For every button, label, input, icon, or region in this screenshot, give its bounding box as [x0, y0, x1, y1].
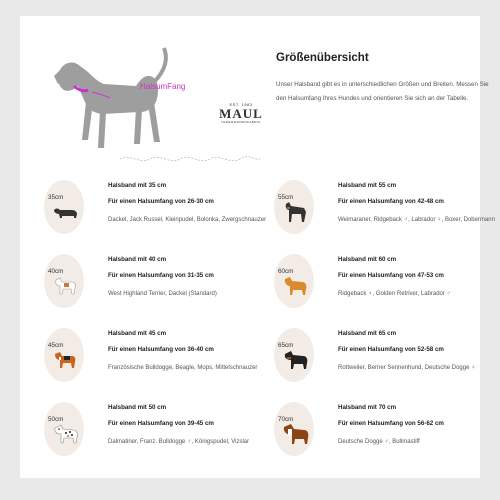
- size-title: Halsband mit 60 cm: [338, 256, 397, 263]
- neck-range: Für einen Halsumfang von 31-35 cm: [108, 272, 214, 279]
- size-item-55: [274, 180, 494, 248]
- size-item-35: [44, 180, 267, 248]
- size-medal: [274, 328, 314, 382]
- neck-range: Für einen Halsumfang von 52-58 cm: [338, 346, 444, 353]
- neck-range: Für einen Halsumfang von 36-40 cm: [108, 346, 214, 353]
- decorative-wave-line: [120, 151, 260, 165]
- size-medal-label: 55cm: [278, 194, 294, 201]
- doberman-icon: [280, 198, 310, 224]
- collar-measure-label: HalsumFang: [140, 82, 186, 91]
- size-medal: [274, 402, 314, 456]
- intro-text: Unser Halsband gibt es in unterschiedlichen Größen und Breiten. Messen Sie den Halsumfang Ihres Hundes und orientieren Sie sich an der Tabelle.: [276, 81, 489, 102]
- size-title: Halsband mit 50 cm: [108, 404, 167, 411]
- logo-sub: LEDERWARENFABRIK: [221, 120, 261, 124]
- size-title: Halsband mit 40 cm: [108, 256, 167, 263]
- size-medal: [274, 180, 314, 234]
- size-medal-label: 35cm: [48, 194, 64, 201]
- page-title: Größenübersicht: [276, 52, 369, 64]
- brand-logo: [216, 102, 266, 146]
- size-medal: [274, 254, 314, 308]
- size-title: Halsband mit 65 cm: [338, 330, 397, 337]
- neck-range: Für einen Halsumfang von 26-30 cm: [108, 198, 214, 205]
- size-medal-label: 50cm: [48, 416, 64, 423]
- dalmatian-icon: [50, 420, 80, 446]
- size-chart-card: [20, 16, 495, 478]
- size-medal-label: 45cm: [48, 342, 64, 349]
- bullmastiff-icon: [280, 420, 310, 446]
- hero-section: [20, 16, 489, 166]
- size-medal-label: 60cm: [278, 268, 294, 275]
- size-medal-label: 40cm: [48, 268, 64, 275]
- neck-range: Für einen Halsumfang von 56-62 cm: [338, 420, 444, 427]
- size-title: Halsband mit 70 cm: [338, 404, 397, 411]
- terrier-icon: [50, 272, 80, 298]
- size-item-45: [44, 328, 264, 396]
- neck-range: Für einen Halsumfang von 47-53 cm: [338, 272, 444, 279]
- size-title: Halsband mit 55 cm: [338, 182, 397, 189]
- size-medal: [44, 402, 84, 456]
- size-title: Halsband mit 35 cm: [108, 182, 167, 189]
- neck-range: Für einen Halsumfang von 39-45 cm: [108, 420, 214, 427]
- breed-list: Dackel, Jack Russel, Kleinpudel, Bolonka, Zwergschnauzer: [108, 217, 267, 223]
- size-item-65: [274, 328, 494, 396]
- size-medal: [44, 254, 84, 308]
- size-medal: [44, 180, 84, 234]
- size-medal-label: 70cm: [278, 416, 294, 423]
- breed-list: Dalmatiner, Franz. Bulldogge ♂, Königspudel, Vizslar: [108, 439, 250, 445]
- logo-est: EST. 1983: [229, 102, 253, 107]
- size-item-50: [44, 402, 264, 470]
- breed-list: Ridgeback ♀, Golden Retriver, Labrador ♂: [338, 291, 452, 297]
- neck-range: Für einen Halsumfang von 42-48 cm: [338, 198, 444, 205]
- size-item-40: [44, 254, 264, 322]
- breed-list: Französische Bulldogge, Beagle, Mops, Mittelschnauzer: [108, 365, 258, 371]
- beagle-icon: [50, 346, 80, 372]
- size-medal: [44, 328, 84, 382]
- breed-list: Deutsche Dogge ♂, Bullmastiff: [338, 439, 420, 445]
- breed-list: Weimaraner, Ridgeback ♂, Labrador ♀, Boxer, Dobermann: [338, 217, 495, 223]
- size-item-60: [274, 254, 494, 322]
- size-medal-label: 65cm: [278, 342, 294, 349]
- golden-retriever-icon: [280, 272, 310, 298]
- dachshund-icon: [50, 198, 80, 224]
- rottweiler-icon: [280, 346, 310, 372]
- measuring-dog-illustration: [44, 40, 194, 160]
- breed-list: Rottweiler, Berner Sennenhund, Deutsche Dogge ♀: [338, 365, 476, 371]
- logo-name: MAUL: [219, 106, 263, 121]
- size-item-70: [274, 402, 494, 470]
- size-title: Halsband mit 45 cm: [108, 330, 167, 337]
- breed-list: West Highland Terrier, Dackel (Standard): [108, 291, 217, 297]
